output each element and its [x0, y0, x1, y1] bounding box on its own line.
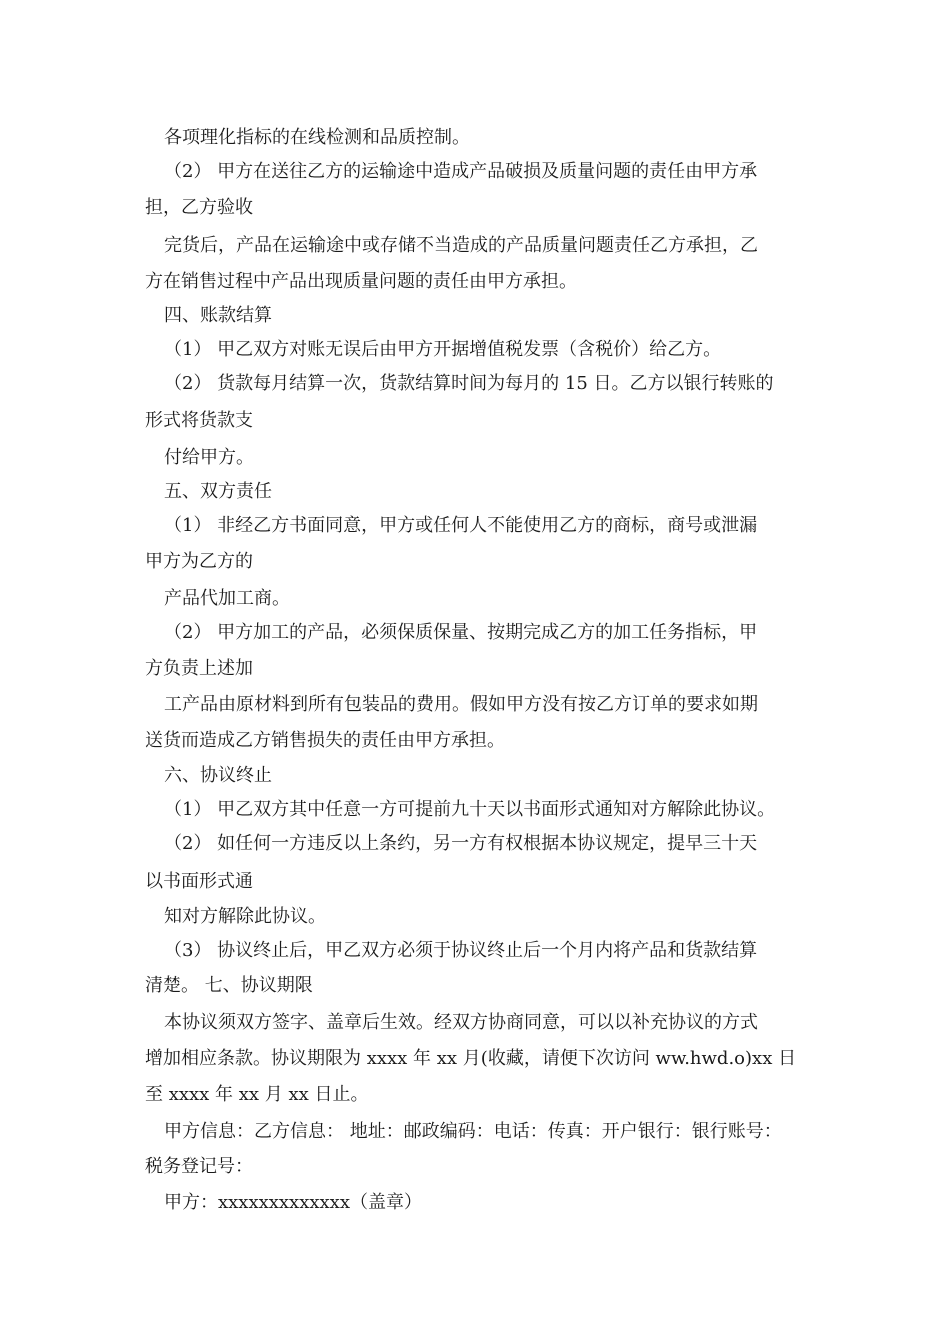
text-line: （1） 甲乙双方其中任意一方可提前九十天以书面形式通知对方解除此协议。 — [164, 799, 776, 820]
text-line: 本协议须双方签字、盖章后生效。经双方协商同意，可以以补充协议的方式 — [164, 1012, 758, 1033]
text-line: 送货而造成乙方销售损失的责任由甲方承担。 — [145, 730, 505, 751]
text-line: 担，乙方验收 — [145, 197, 253, 218]
text-line: 甲方为乙方的 — [145, 551, 253, 572]
text-line: 至 xxxx 年 xx 月 xx 日止。 — [145, 1084, 369, 1105]
text-line: 方负责上述加 — [145, 658, 253, 679]
text-line: 付给甲方。 — [164, 447, 254, 468]
section-heading: 六、协议终止 — [164, 765, 272, 786]
section-heading: 五、双方责任 — [164, 481, 272, 502]
text-line: 增加相应条款。协议期限为 xxxx 年 xx 月(收藏，请便下次访问 ww.hwd.o)xx 日 — [145, 1048, 797, 1069]
signature-line: 甲方：xxxxxxxxxxxxx（盖章） — [164, 1192, 422, 1213]
text-line: （2） 如任何一方违反以上条约，另一方有权根据本协议规定，提早三十天 — [164, 833, 758, 854]
text-line: （3） 协议终止后，甲乙双方必须于协议终止后一个月内将产品和货款结算 — [164, 940, 758, 961]
text-line: （2） 甲方加工的产品，必须保质保量、按期完成乙方的加工任务指标，甲 — [164, 622, 758, 643]
text-line: 形式将货款支 — [145, 410, 253, 431]
text-line: 税务登记号： — [145, 1156, 253, 1177]
text-line: （2） 甲方在送往乙方的运输途中造成产品破损及质量问题的责任由甲方承 — [164, 161, 758, 182]
text-line: 甲方信息：乙方信息： 地址：邮政编码：电话：传真：开户银行：银行账号： — [164, 1121, 782, 1142]
text-line: 以书面形式通 — [145, 871, 253, 892]
text-line: 知对方解除此协议。 — [164, 906, 326, 927]
text-line: 工产品由原材料到所有包装品的费用。假如甲方没有按乙方订单的要求如期 — [164, 694, 758, 715]
text-line: （2） 货款每月结算一次，货款结算时间为每月的 15 日。乙方以银行转账的 — [164, 373, 774, 394]
text-line: （1） 非经乙方书面同意，甲方或任何人不能使用乙方的商标，商号或泄漏 — [164, 515, 758, 536]
text-line: 产品代加工商。 — [164, 588, 290, 609]
text-line: 方在销售过程中产品出现质量问题的责任由甲方承担。 — [145, 271, 577, 292]
text-line: 各项理化指标的在线检测和品质控制。 — [164, 127, 470, 148]
section-heading: 四、账款结算 — [164, 305, 272, 326]
text-line: （1） 甲乙双方对账无误后由甲方开据增值税发票（含税价）给乙方。 — [164, 339, 722, 360]
text-line: 完货后，产品在运输途中或存储不当造成的产品质量问题责任乙方承担，乙 — [164, 235, 758, 256]
text-line: 清楚。 七、协议期限 — [145, 975, 313, 996]
